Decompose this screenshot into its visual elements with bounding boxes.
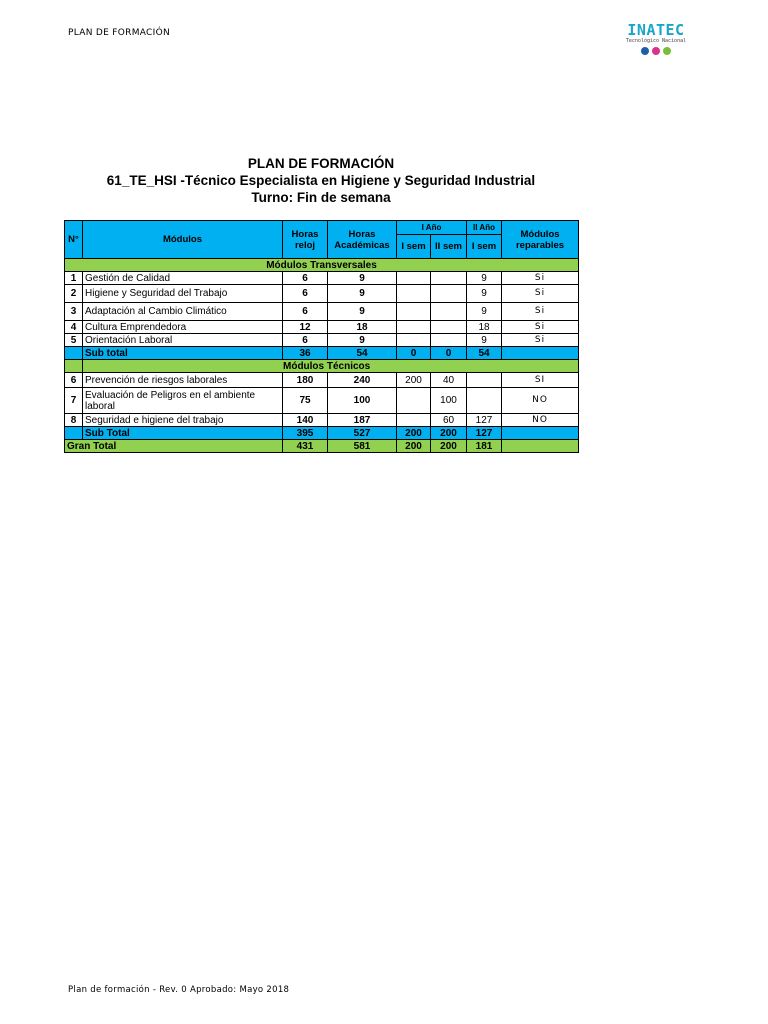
section-empty-cell (65, 360, 83, 373)
gran-total-horas-reloj: 431 (283, 440, 328, 453)
row-horas-academicas: 187 (328, 414, 397, 427)
gran-total-label: Gran Total (65, 440, 283, 453)
title-line-2: 61_TE_HSI -Técnico Especialista en Higiene y Seguridad Industrial (106, 173, 536, 188)
table-row (65, 272, 579, 285)
logo-circle-green-icon (663, 47, 671, 55)
row-number: 6 (65, 373, 83, 388)
table-row (65, 334, 579, 347)
title-line-1: PLAN DE FORMACIÓN (247, 156, 395, 171)
row-horas-reloj: 180 (283, 373, 328, 388)
subtotal-horas-reloj: 395 (283, 427, 328, 440)
logo-icons (616, 47, 696, 55)
row-i-sem (397, 321, 431, 334)
row-horas-reloj: 75 (283, 388, 328, 414)
row-ii-sem (431, 285, 467, 303)
col-num-header: N° (65, 221, 83, 259)
row-i-sem: 200 (397, 373, 431, 388)
col-i-sem-2-header: I sem (467, 235, 502, 259)
subtotal-i-sem: 0 (397, 347, 431, 360)
row-number: 2 (65, 285, 83, 303)
table-row (65, 285, 579, 303)
col-i-sem-header: I sem (397, 235, 431, 259)
row-horas-reloj: 12 (283, 321, 328, 334)
table-row (65, 388, 579, 414)
row-module: Gestión de Calidad (83, 272, 283, 285)
subtotal-label: Sub Total (83, 427, 283, 440)
subtotal-horas-academicas: 527 (328, 427, 397, 440)
section-row-tecnicos (65, 360, 579, 373)
row-horas-reloj: 140 (283, 414, 328, 427)
row-horas-reloj: 6 (283, 272, 328, 285)
row-ii-sem (431, 334, 467, 347)
row-number: 1 (65, 272, 83, 285)
row-number: 7 (65, 388, 83, 414)
title-line-3: Turno: Fin de semana (251, 190, 391, 205)
col-i-ano-header: I Año (397, 221, 467, 235)
subtotal-label: Sub total (83, 347, 283, 360)
inatec-logo (616, 22, 696, 66)
table-row (65, 321, 579, 334)
logo-word: INATEC (627, 21, 685, 39)
row-i-sem (397, 285, 431, 303)
row-reparable: Si (502, 303, 579, 321)
row-i-sem-2: 18 (467, 321, 502, 334)
subtotal-horas-academicas: 54 (328, 347, 397, 360)
subtotal-ii-sem: 200 (431, 427, 467, 440)
row-number: 3 (65, 303, 83, 321)
subtotal-i-sem: 200 (397, 427, 431, 440)
col-ii-sem-header: II sem (431, 235, 467, 259)
gran-total-ii-sem: 200 (431, 440, 467, 453)
page-footer-text: Plan de formación - Rev. 0 Aprobado: Mayo 2018 (68, 985, 290, 995)
row-reparable: SI (502, 373, 579, 388)
logo-circle-blue-icon (641, 47, 649, 55)
subtotal-empty-cell (65, 347, 83, 360)
row-module: Adaptación al Cambio Climático (83, 303, 283, 321)
row-i-sem (397, 272, 431, 285)
header-row-1 (65, 221, 579, 235)
gran-total-i-sem-2: 181 (467, 440, 502, 453)
row-reparable: Si (502, 272, 579, 285)
row-horas-reloj: 6 (283, 303, 328, 321)
section-row-transversales (65, 259, 579, 272)
table-row (65, 414, 579, 427)
gran-total-empty-cell (502, 440, 579, 453)
row-horas-academicas: 9 (328, 272, 397, 285)
row-i-sem-2: 9 (467, 334, 502, 347)
gran-total-row (65, 440, 579, 453)
row-i-sem (397, 303, 431, 321)
subtotal-row-transversales (65, 347, 579, 360)
subtotal-empty-cell (502, 427, 579, 440)
row-module: Prevención de riesgos laborales (83, 373, 283, 388)
row-i-sem (397, 414, 431, 427)
row-number: 4 (65, 321, 83, 334)
row-i-sem-2: 9 (467, 285, 502, 303)
subtotal-i-sem-2: 54 (467, 347, 502, 360)
gran-total-i-sem: 200 (397, 440, 431, 453)
row-i-sem-2: 127 (467, 414, 502, 427)
subtotal-ii-sem: 0 (431, 347, 467, 360)
row-i-sem-2: 9 (467, 303, 502, 321)
subtotal-i-sem-2: 127 (467, 427, 502, 440)
row-horas-reloj: 6 (283, 334, 328, 347)
row-i-sem-2: 9 (467, 272, 502, 285)
logo-circle-pink-icon (652, 47, 660, 55)
row-module: Seguridad e higiene del trabajo (83, 414, 283, 427)
row-number: 8 (65, 414, 83, 427)
col-horas-academicas-header: Horas Académicas (328, 221, 397, 259)
row-ii-sem: 40 (431, 373, 467, 388)
row-horas-academicas: 240 (328, 373, 397, 388)
row-horas-academicas: 9 (328, 285, 397, 303)
row-reparable: Si (502, 334, 579, 347)
row-module: Cultura Emprendedora (83, 321, 283, 334)
row-reparable: NO (502, 414, 579, 427)
row-module: Orientación Laboral (83, 334, 283, 347)
col-modulos-header: Módulos (83, 221, 283, 259)
section-transversales-label: Módulos Transversales (65, 259, 579, 272)
row-module: Higiene y Seguridad del Trabajo (83, 285, 283, 303)
row-horas-academicas: 18 (328, 321, 397, 334)
row-ii-sem (431, 321, 467, 334)
subtotal-empty-cell (65, 427, 83, 440)
row-ii-sem (431, 272, 467, 285)
table-row (65, 373, 579, 388)
row-i-sem (397, 334, 431, 347)
row-reparable: NO (502, 388, 579, 414)
row-horas-academicas: 9 (328, 303, 397, 321)
row-module: Evaluación de Peligros en el ambiente laboral (83, 388, 283, 414)
subtotal-row-tecnicos (65, 427, 579, 440)
page-header-text: PLAN DE FORMACIÓN (68, 28, 171, 38)
col-ii-ano-header: II Año (467, 221, 502, 235)
table-row (65, 303, 579, 321)
section-tecnicos-label: Módulos Técnicos (83, 360, 579, 373)
row-reparable: Si (502, 321, 579, 334)
row-i-sem-2 (467, 373, 502, 388)
subtotal-empty-cell (502, 347, 579, 360)
row-i-sem (397, 388, 431, 414)
training-plan-table (64, 220, 579, 453)
row-horas-academicas: 9 (328, 334, 397, 347)
document-titles (64, 155, 578, 206)
subtotal-horas-reloj: 36 (283, 347, 328, 360)
row-horas-reloj: 6 (283, 285, 328, 303)
col-horas-reloj-header: Horas reloj (283, 221, 328, 259)
logo-subtitle: Tecnológico Nacional (625, 38, 687, 44)
row-reparable: Si (502, 285, 579, 303)
gran-total-horas-academicas: 581 (328, 440, 397, 453)
row-ii-sem: 100 (431, 388, 467, 414)
row-ii-sem (431, 303, 467, 321)
row-ii-sem: 60 (431, 414, 467, 427)
row-i-sem-2 (467, 388, 502, 414)
row-horas-academicas: 100 (328, 388, 397, 414)
row-number: 5 (65, 334, 83, 347)
col-reparables-header: Módulos reparables (502, 221, 579, 259)
